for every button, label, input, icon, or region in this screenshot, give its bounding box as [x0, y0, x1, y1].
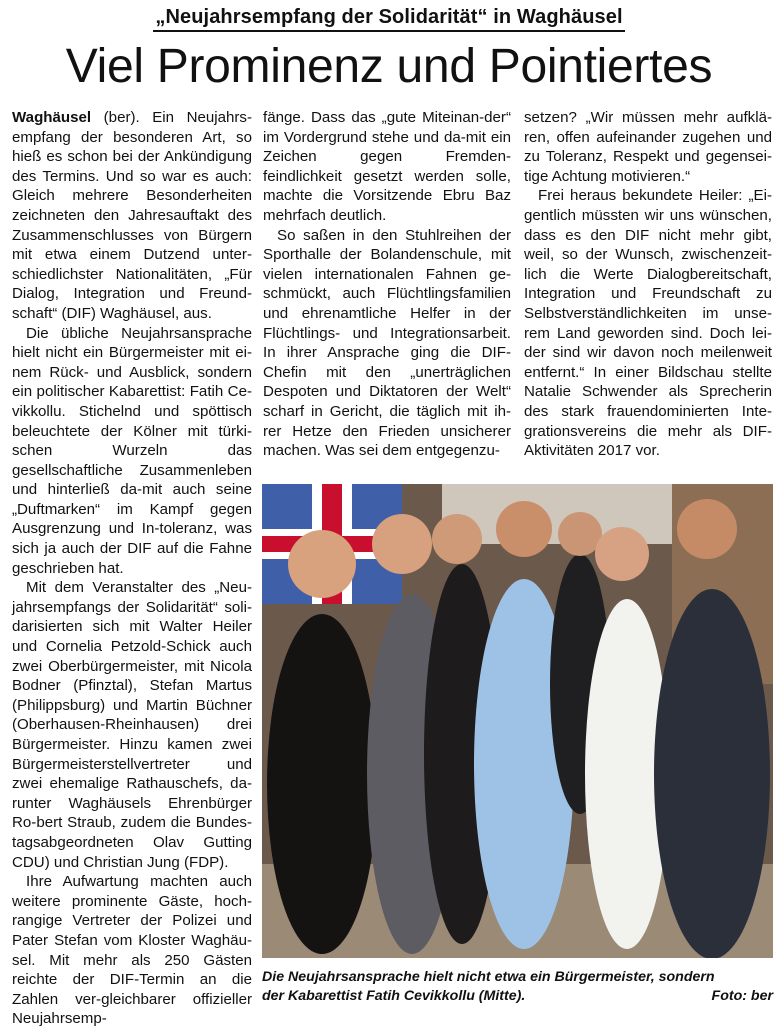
caption-line-2: der Kabarettist Fatih Cevikkollu (Mitte). [262, 988, 526, 1004]
text-column-2 [263, 108, 511, 461]
article-headline: Viel Prominenz und Pointiertes [65, 40, 713, 93]
paragraph [12, 108, 252, 324]
group-photo [262, 484, 773, 958]
paragraph-text: (ber). Ein Neujahrs-empfang der besonderen Art, so hieß es schon bei der Ankündigung des Termins. Und so war es auch: Gleich mehrere Besonderheiten zeichneten den Jahresauftakt des Zusammenschlusses von Bürgern mit etwa einem Dutzend unter-schiedlichster Nationalitäten, „Für Dialog, Integration und Freund-schaft“ (DIF) Waghäusel, aus. [12, 109, 252, 322]
photo-credit: Foto: ber [711, 988, 773, 1004]
article-kicker [0, 6, 778, 32]
caption-line-2-row [262, 987, 773, 1006]
paragraph: fänge. Dass das „gute Miteinan-der“ im Vordergrund stehe und da-mit ein Zeichen gegen Fremden-feindlichkeit gesetzt werden solle, machte die Vorsitzende Ebru Baz mehrfach deutlich. [263, 109, 511, 224]
group-photo-illustration [262, 484, 773, 958]
text-column-1 [12, 108, 252, 1029]
paragraph: setzen? „Wir müssen mehr aufklä-ren, offen aufeinander zugehen und zu Toleranz, Respekt und gegensei-tige Achtung motivieren.“ [524, 109, 772, 185]
paragraph: Die übliche Neujahrsansprache hielt nicht ein Bürgermeister mit ei-nem Rück- und Ausblick, sondern ein politischer Kabarettist: Fatih Ce-vikkollu. Stichelnd und spöttisch beleuchtete der Kölner mit türki-schen Wurzeln das gesellschaftliche Zusammenleben und hinterließ da-mit auch seine „Duftmarken“ im Kampf gegen Ausgrenzung und In-toleranz, was sich ja auch der DIF auf die Fahne geschrieben hat. [12, 324, 252, 577]
paragraph: Frei heraus bekundete Heiler: „Ei-gentlich müssten wir uns wünschen, dass es den DIF nicht mehr gibt, weil, so der Wunsch, zwischenzeit-lich die Werte Dialogbereitschaft, Integration und Freundschaft zu Selbstverständlichkeiten im unse-rem Land geworden sind. Doch lei-der sind wir davon noch meilenweit entfernt.“ In einer Bildschau stellte Natalie Schwender als Sprecherin des stark frauendominierten Inte-grationsvereins die mehr als DIF-Aktivitäten 2017 vor. [524, 187, 772, 460]
paragraph: Mit dem Veranstalter des „Neu-jahrsempfangs der Solidarität“ soli-darisierten sich mit Walter Heiler und Cornelia Petzold-Schick auch zwei Oberbürgermeister, mit Nicola Bodner (Pfinztal), Stefan Martus (Philippsburg) und Martin Büchner (Oberhausen-Rheinhausen) drei Bürgermeister. Hinzu kamen zwei Bürgermeisterstellvertreter und zwei ehemalige Rathauschefs, da-runter Waghäusels Ehrenbürger Ro-bert Straub, zudem die Bundes-tagsabgeordneten Olav Gutting CDU) und Christian Jung (FDP). [12, 579, 252, 871]
paragraph: So saßen in den Stuhlreihen der Sporthalle der Bolandenschule, mit vielen internationalen Fahnen ge-schmückt, auch Flüchtlingsfamilien und ehrenamtliche Helfer in der Flüchtlings- und Integrationsarbeit. In ihrer Ansprache ging die DIF-Chefin mit den „unerträglichen Despoten und Diktatoren der Welt“ scharf in Gericht, die täglich mit ih-rer Hetze den Frieden unsicherer machen. Was sei dem entgegenzu- [263, 226, 511, 460]
caption-line-1: Die Neujahrsansprache hielt nicht etwa ein Bürgermeister, sondern [262, 969, 715, 985]
text-column-3 [524, 108, 772, 461]
paragraph: Ihre Aufwartung machten auch weitere prominente Gäste, hoch-rangige Vertreter der Polizei und Pater Stefan vom Kloster Waghäu-sel. Mit mehr als 250 Gästen reichte der DIF-Termin an die Zahlen ver-gleichbarer offizieller Neujahrsemp- [12, 873, 252, 1028]
kicker-text: „Neujahrsempfang der Solidarität“ in Waghäusel [153, 6, 624, 32]
dateline: Waghäusel [12, 109, 92, 126]
photo-caption [262, 968, 773, 1006]
